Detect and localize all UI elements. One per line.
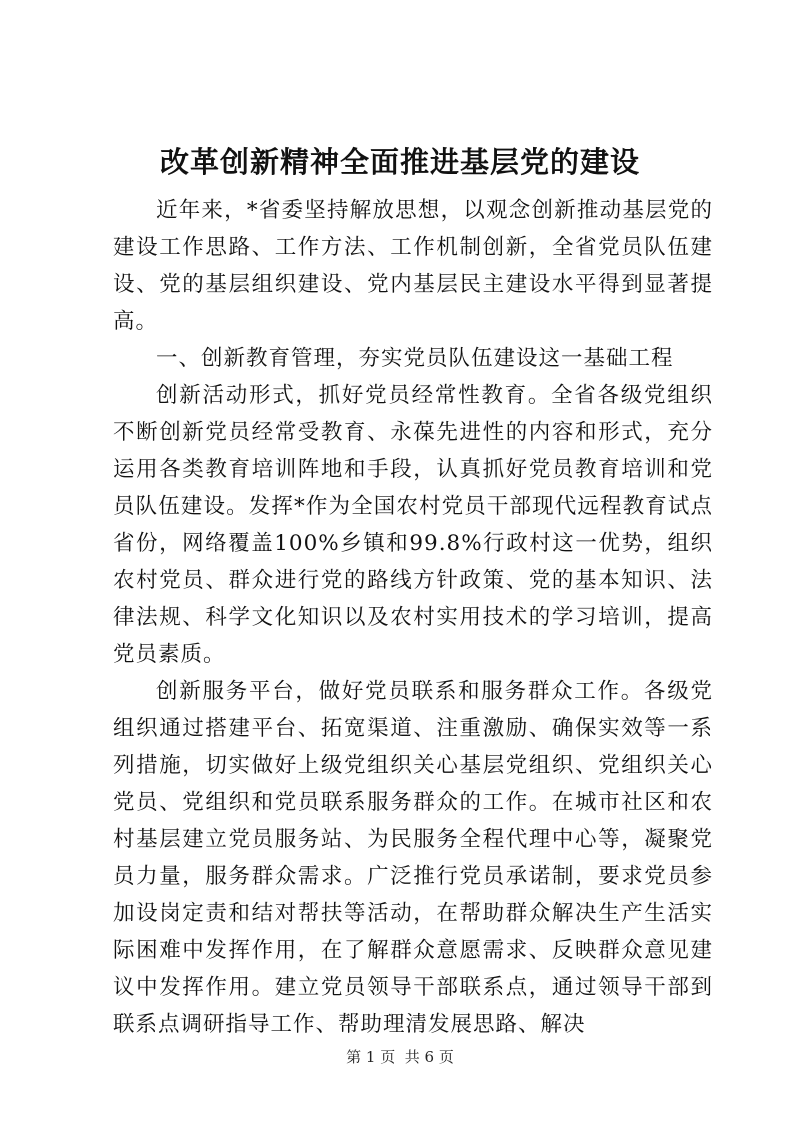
document-body bbox=[113, 192, 713, 1043]
paragraph-service: 创新服务平台，做好党员联系和服务群众工作。各级党组织通过搭建平台、拓宽渠道、注重激励、确保实效等一系列措施，切实做好上级党组织关心基层党组织、党组织关心党员、党组织和党员联系服务群众的工作。在城市社区和农村基层建立党员服务站、为民服务全程代理中心等，凝聚党员力量，服务群众需求。广泛推行党员承诺制，要求党员参加设岗定责和结对帮扶等活动，在帮助群众解决生产生活实际困难中发挥作用，在了解群众意愿需求、反映群众意见建议中发挥作用。建立党员领导干部联系点，通过领导干部到联系点调研指导工作、帮助理清发展思路、解决 bbox=[113, 679, 713, 1037]
paragraph-education: 创新活动形式，抓好党员经常性教育。全省各级党组织不断创新党员经常受教育、永葆先进性的内容和形式，充分运用各类教育培训阵地和手段，认真抓好党员教育培训和党员队伍建设。发挥*作为全国农村党员干部现代远程教育试点省份，网络覆盖100%乡镇和99.8%行政村这一优势，组织农村党员、群众进行党的路线方针政策、党的基本知识、法律法规、科学文化知识以及农村实用技术的学习培训，提高党员素质。 bbox=[113, 383, 713, 667]
section-heading-1: 一、创新教育管理，夯实党员队伍建设这一基础工程 bbox=[156, 346, 674, 371]
paragraph-intro: 近年来，*省委坚持解放思想，以观念创新推动基层党的建设工作思路、工作方法、工作机制创新，全省党员队伍建设、党的基层组织建设、党内基层民主建设水平得到显著提高。 bbox=[113, 198, 713, 334]
document-title: 改革创新精神全面推进基层党的建设 bbox=[159, 145, 640, 179]
page-number-footer: 第 1 页 共 6 页 bbox=[346, 1048, 454, 1066]
